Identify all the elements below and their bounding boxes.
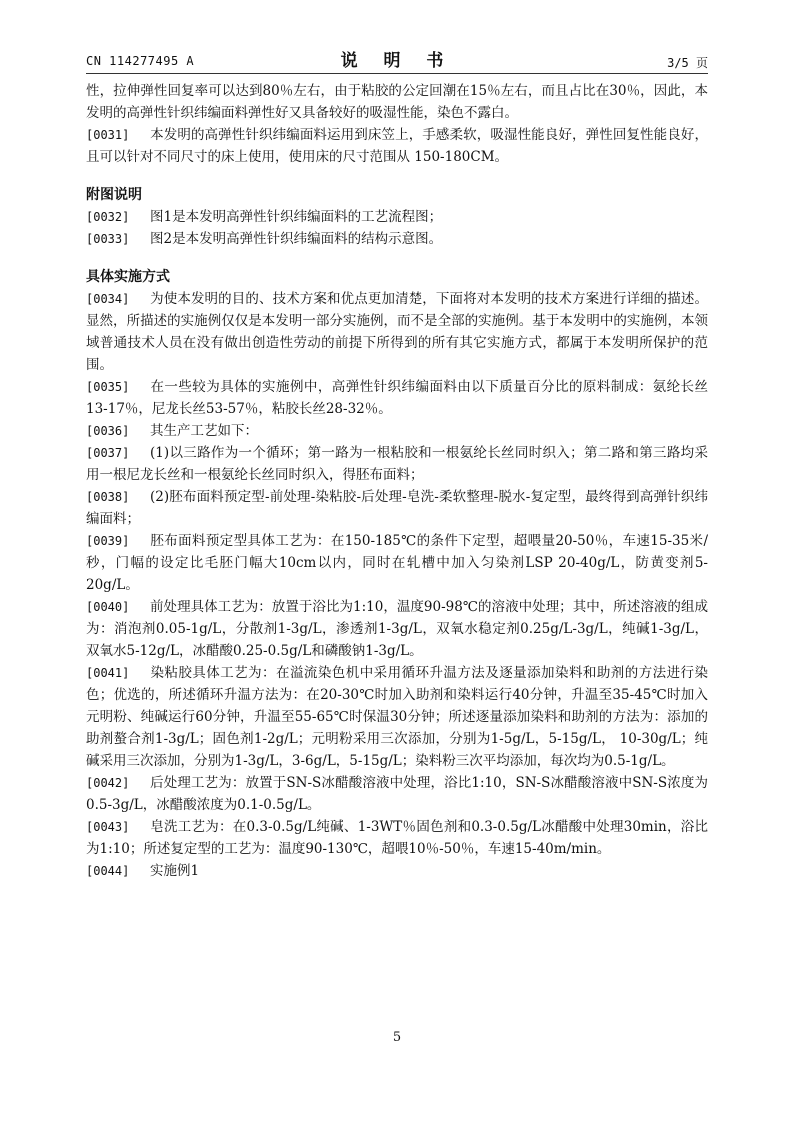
paragraph-text: 皂洗工艺为：在0.3-0.5g/L纯碱、1-3WT％固色剂和0.3-0.5g/L冰醋酸中处理30min，浴比为1:10；所述复定型的工艺为：温度90-130℃，超喂10％-50％，车速15-40m/min。 bbox=[86, 819, 708, 857]
description-body bbox=[86, 80, 708, 882]
paragraph-continuation bbox=[86, 80, 708, 124]
paragraph-number: [0039] bbox=[86, 534, 130, 548]
paragraph-number: [0043] bbox=[86, 820, 130, 834]
paragraph-number: [0032] bbox=[86, 210, 130, 224]
section-heading-embodiments: 具体实施方式 bbox=[86, 269, 170, 285]
paragraph-text: 其生产工艺如下： bbox=[150, 423, 258, 439]
paragraph-0033 bbox=[86, 228, 708, 250]
paragraph-text: 性，拉伸弹性回复率可以达到80％左右，由于粘胶的公定回潮在15％左右，而且占比在30％，因此，本发明的高弹性针织纬编面料弹性好又具备较好的吸湿性能，染色不露白。 bbox=[86, 83, 708, 121]
paragraph-text: 图1是本发明高弹性针织纬编面料的工艺流程图； bbox=[150, 209, 443, 225]
paragraph-number: [0038] bbox=[86, 490, 130, 504]
paragraph-text: 为使本发明的目的、技术方案和优点更加清楚，下面将对本发明的技术方案进行详细的描述。显然，所描述的实施例仅仅是本发明一部分实施例，而不是全部的实施例。基于本发明中的实施例，本领域普通技术人员在没有做出创造性劳动的前提下所得到的所有其它实施方式，都属于本发明所保护的范围。 bbox=[86, 291, 708, 373]
paragraph-number: [0037] bbox=[86, 446, 130, 460]
paragraph-text: 实施例1 bbox=[150, 863, 200, 879]
paragraph-number: [0036] bbox=[86, 424, 130, 438]
paragraph-text: (1)以三路作为一个循环；第一路为一根粘胶和一根氨纶长丝同时织入；第二路和第三路均采用一根尼龙长丝和一根氨纶长丝同时织入，得胚布面料； bbox=[86, 445, 708, 483]
paragraph-text: 后处理工艺为：放置于SN-S冰醋酸溶液中处理，浴比1:10，SN-S冰醋酸溶液中SN-S浓度为0.5-3g/L，冰醋酸浓度为0.1-0.5g/L。 bbox=[86, 775, 708, 813]
paragraph-0032 bbox=[86, 206, 708, 228]
paragraph-text: 染粘胶具体工艺为：在溢流染色机中采用循环升温方法及逐量添加染料和助剂的方法进行染色；优选的，所述循环升温方法为：在20-30℃时加入助剂和染料运行40分钟，升温至35-45℃时加入元明粉、纯碱运行60分钟，升温至55-65℃时保温30分钟；所述逐量添加染料和助剂的方法为：添加的助剂螯合剂1-3g/L；固色剂1-2g/L；元明粉采用三次添加，分别为1-5g/L，5-15g/L， 10-30g/L；纯碱采用三次添加，分别为1-3g/L，3-6g/L，5-15g/L；染料粉三次平均添加，每次均为0.5-1g/L。 bbox=[86, 665, 708, 769]
paragraph-number: [0031] bbox=[86, 128, 130, 142]
paragraph-text: 本发明的高弹性针织纬编面料运用到床笠上，手感柔软，吸湿性能良好，弹性回复性能良好，且可以针对不同尺寸的床上使用，使用床的尺寸范围从 150-180CM。 bbox=[86, 127, 708, 165]
paragraph-0036 bbox=[86, 420, 708, 442]
paragraph-text: 图2是本发明高弹性针织纬编面料的结构示意图。 bbox=[150, 231, 443, 247]
paragraph-number: [0041] bbox=[86, 666, 130, 680]
page-number: 5 bbox=[392, 1030, 402, 1045]
paragraph-text: (2)胚布面料预定型-前处理-染粘胶-后处理-皂洗-柔软整理-脱水-复定型，最终得到高弹针织纬编面料； bbox=[86, 489, 708, 527]
paragraph-0039 bbox=[86, 530, 708, 596]
paragraph-0037 bbox=[86, 442, 708, 486]
page-indicator: 3/5 页 bbox=[667, 56, 708, 70]
publication-number: CN 114277495 A bbox=[86, 54, 195, 68]
paragraph-number: [0034] bbox=[86, 292, 130, 306]
paragraph-0031 bbox=[86, 124, 708, 168]
paragraph-0042 bbox=[86, 772, 708, 816]
paragraph-0044 bbox=[86, 860, 708, 882]
header-divider bbox=[86, 73, 708, 74]
page-header bbox=[86, 44, 708, 74]
paragraph-0043 bbox=[86, 816, 708, 860]
paragraph-text: 在一些较为具体的实施例中，高弹性针织纬编面料由以下质量百分比的原料制成：氨纶长丝13-17％，尼龙长丝53-57％，粘胶长丝28-32％。 bbox=[86, 379, 708, 417]
paragraph-0035 bbox=[86, 376, 708, 420]
paragraph-number: [0033] bbox=[86, 232, 130, 246]
paragraph-0038 bbox=[86, 486, 708, 530]
paragraph-number: [0044] bbox=[86, 864, 130, 878]
paragraph-text: 前处理具体工艺为：放置于浴比为1:10，温度90-98℃的溶液中处理；其中，所述溶液的组成为：消泡剂0.05-1g/L，分散剂1-3g/L，渗透剂1-3g/L，双氧水稳定剂0.25g/L-3g/L，纯碱1-3g/L，双氧水5-12g/L，冰醋酸0.25-0.5g/L和磷酸钠1-3g/L。 bbox=[86, 599, 708, 659]
paragraph-0040 bbox=[86, 596, 708, 662]
paragraph-number: [0042] bbox=[86, 776, 130, 790]
document-title: 说 明 书 bbox=[340, 51, 454, 71]
paragraph-number: [0035] bbox=[86, 380, 130, 394]
paragraph-text: 胚布面料预定型具体工艺为：在150-185℃的条件下定型，超喂量20-50％，车速15-35米/秒，门幅的设定比毛胚门幅大10cm以内，同时在轧槽中加入匀染剂LSP 20-40g/L，防黄变剂5-20g/L。 bbox=[86, 533, 708, 593]
paragraph-number: [0040] bbox=[86, 600, 130, 614]
paragraph-0041 bbox=[86, 662, 708, 772]
paragraph-0034 bbox=[86, 288, 708, 376]
section-heading-figures: 附图说明 bbox=[86, 187, 142, 203]
